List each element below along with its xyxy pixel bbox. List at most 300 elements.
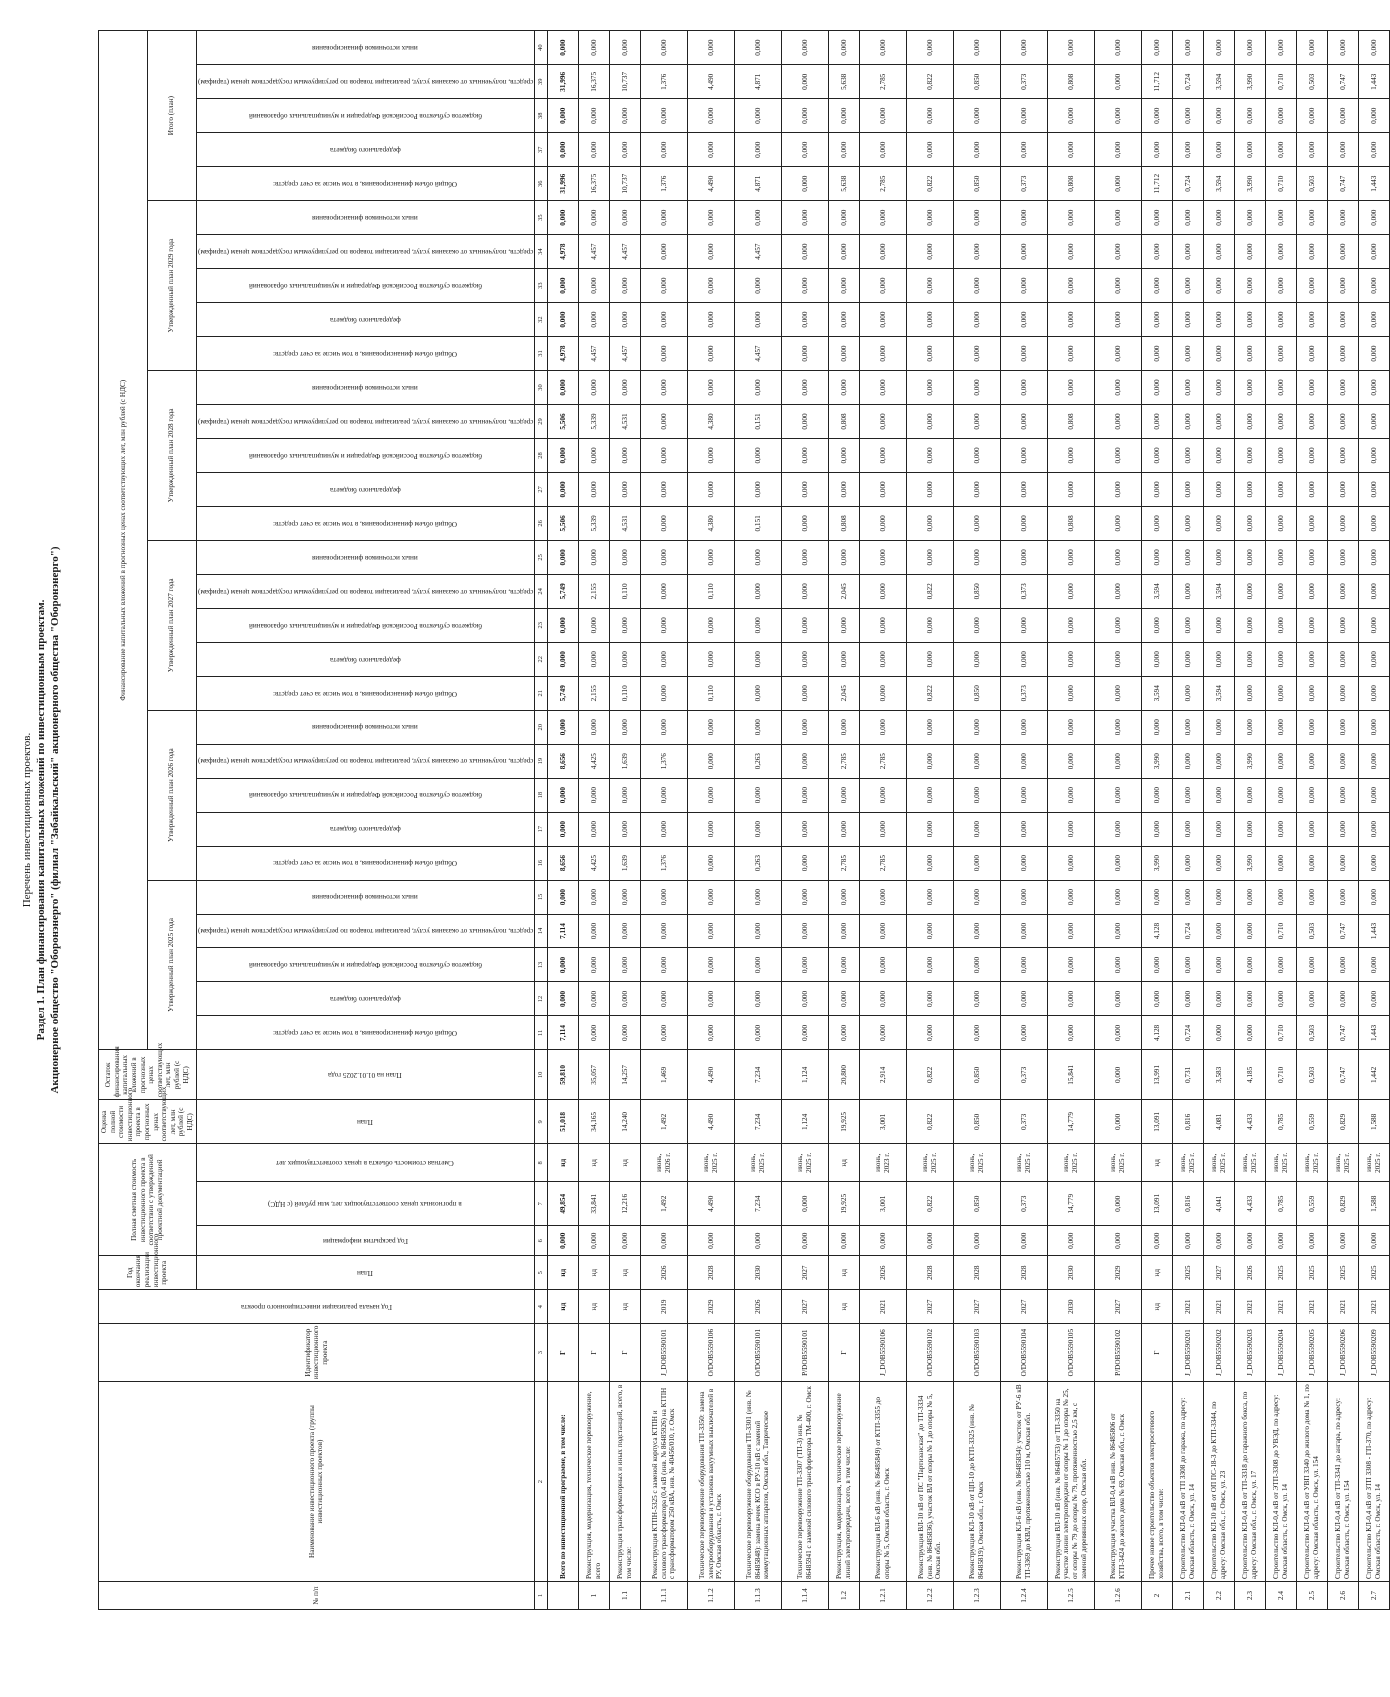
financing-value: 0,000 <box>640 235 687 269</box>
financing-value: 0,000 <box>781 710 828 744</box>
cost-date: июнь, 2025 г. <box>781 1144 828 1182</box>
col-index-number: 13 <box>534 948 547 982</box>
col-header-source-text: иных источников финансирования <box>312 723 419 732</box>
financing-value: 0,000 <box>734 608 781 642</box>
financing-value: 0,000 <box>906 846 953 880</box>
financing-value: 0,000 <box>640 574 687 608</box>
financing-value: 0,000 <box>609 472 640 506</box>
financing-value: 0,000 <box>781 948 828 982</box>
financing-value: 0,000 <box>1000 472 1047 506</box>
financing-value: 0,000 <box>859 472 906 506</box>
col-header-source-text: бюджетов субъектов Российской Федерации и муниципальных образований <box>248 961 482 970</box>
col-index-number: 28 <box>534 438 547 472</box>
eval-value: 34,165 <box>578 1100 609 1144</box>
financing-value: 0,000 <box>781 914 828 948</box>
col-index-number: 31 <box>534 337 547 371</box>
financing-value: 0,000 <box>640 371 687 405</box>
financing-value: 0,000 <box>1047 269 1094 303</box>
rest-value: 0,822 <box>906 1050 953 1100</box>
financing-value: 0,000 <box>953 778 1000 812</box>
row-number: 2 <box>1141 1582 1172 1610</box>
col-index-number: 2 <box>534 1382 547 1582</box>
financing-value: 0,000 <box>906 269 953 303</box>
financing-value: 0,000 <box>1296 676 1327 710</box>
year-end: 2028 <box>953 1256 1000 1290</box>
financing-value: 0,000 <box>781 574 828 608</box>
financing-value: 0,000 <box>1172 438 1203 472</box>
col-index-number: 37 <box>534 133 547 167</box>
project-name: Строительство КЛ-0,4 кВ от ТП 3308 до гаража, по адресу: Омская область, г. Омск, ул. 14 <box>1172 1382 1203 1582</box>
project-name: Техническое перевооружение ТП-3307 (ТП-3) инв. № 86485941 с заменой силового трансформатора ТМ-400, г. Омск <box>781 1382 828 1582</box>
row-number: 2.1 <box>1172 1582 1203 1610</box>
col-header-source <box>196 438 534 472</box>
financing-value: 0,000 <box>1094 948 1141 982</box>
col-index-number: 38 <box>534 99 547 133</box>
financing-value: 0,000 <box>1265 201 1296 235</box>
col-header-source-text: бюджетов субъектов Российской Федерации и муниципальных образований <box>248 621 482 630</box>
col-header-source <box>196 778 534 812</box>
financing-value: 0,000 <box>1234 269 1265 303</box>
col-header-source <box>196 676 534 710</box>
col-header-financing: Финансирование капитальных вложений в прогнозных ценах соответствующих лет, млн рублей (с НДС) <box>99 31 148 1050</box>
financing-value: 0,000 <box>578 710 609 744</box>
financing-value: 0,000 <box>859 371 906 405</box>
financing-value: 0,000 <box>734 133 781 167</box>
col-header-source-text: Общий объем финансирования, в том числе за счет средств: <box>273 859 458 868</box>
financing-value: 0,000 <box>1358 201 1389 235</box>
year-start: 2019 <box>640 1290 687 1324</box>
rest-value: 2,914 <box>859 1050 906 1100</box>
financing-value: 0,000 <box>1327 812 1358 846</box>
financing-value: 0,000 <box>1296 472 1327 506</box>
financing-value: 0,000 <box>734 710 781 744</box>
financing-value: 1,443 <box>1358 1016 1389 1050</box>
col-header-source-text: средств, полученных от оказания услуг, реализации товаров по регулируемым государством ценам (тарифам) <box>197 587 533 596</box>
financing-value: 0,000 <box>1203 846 1234 880</box>
financing-value: 0,000 <box>1047 880 1094 914</box>
financing-value: 0,000 <box>1047 676 1094 710</box>
cost-value: 4,433 <box>1234 1182 1265 1226</box>
project-name: Реконструкция, модернизация, техническое перевооружение, всего <box>578 1382 609 1582</box>
col-header-source-text: бюджетов субъектов Российской Федерации и муниципальных образований <box>248 281 482 290</box>
financing-value: 4,457 <box>578 235 609 269</box>
row-number: 1.1.3 <box>734 1582 781 1610</box>
col-index-number: 23 <box>534 608 547 642</box>
financing-value: 1,376 <box>640 65 687 99</box>
year-end: 2027 <box>781 1256 828 1290</box>
financing-value: 0,000 <box>609 710 640 744</box>
financing-value: 0,000 <box>1265 676 1296 710</box>
year-end: 2026 <box>859 1256 906 1290</box>
project-id: J_DOB5590206 <box>1327 1324 1358 1382</box>
col-header-rest: Остаток финансирования капитальных вложений в прогнозных ценах соответствующих лет, млн рублей (с НДС) <box>99 1050 197 1100</box>
financing-value: 0,000 <box>1327 710 1358 744</box>
cost-date: июнь, 2025 г. <box>906 1144 953 1182</box>
financing-value: 0,000 <box>906 744 953 778</box>
financing-value: 4,490 <box>687 167 734 201</box>
financing-value: 0,000 <box>906 540 953 574</box>
table-row <box>1358 31 1389 1610</box>
financing-value: 0,822 <box>906 167 953 201</box>
financing-value: 0,000 <box>953 31 1000 65</box>
financing-value: 0,000 <box>1047 846 1094 880</box>
financing-value: 0,000 <box>1265 744 1296 778</box>
financing-value: 0,000 <box>1265 269 1296 303</box>
financing-value: 0,000 <box>640 303 687 337</box>
table-row <box>1327 31 1358 1610</box>
financing-value: 0,000 <box>1234 574 1265 608</box>
cost-year: 0,000 <box>1358 1226 1389 1256</box>
financing-value: 0,000 <box>828 914 859 948</box>
financing-value: 0,000 <box>687 201 734 235</box>
financing-value: 0,000 <box>1141 235 1172 269</box>
financing-value: 0,000 <box>859 235 906 269</box>
financing-value: 0,850 <box>953 676 1000 710</box>
financing-value: 0,000 <box>859 778 906 812</box>
financing-value: 0,000 <box>781 778 828 812</box>
year-end: 2028 <box>1000 1256 1047 1290</box>
project-name: Реконструкция трансформаторных и иных подстанций, всего, в том числе: <box>609 1382 640 1582</box>
financing-value: 0,000 <box>1094 982 1141 1016</box>
financing-value: 0,000 <box>1265 472 1296 506</box>
rest-value: 7,234 <box>734 1050 781 1100</box>
financing-value: 0,000 <box>640 405 687 439</box>
financing-value: 0,000 <box>1358 31 1389 65</box>
financing-value: 0,000 <box>1327 337 1358 371</box>
project-id: Г <box>578 1324 609 1382</box>
row-number: 1.2 <box>828 1582 859 1610</box>
financing-value: 0,000 <box>1358 133 1389 167</box>
eval-value: 0,829 <box>1327 1100 1358 1144</box>
col-index-number: 25 <box>534 540 547 574</box>
col-index-number: 10 <box>534 1050 547 1100</box>
col-header-source <box>196 65 534 99</box>
financing-value: 0,000 <box>640 982 687 1016</box>
financing-value: 0,000 <box>906 31 953 65</box>
financing-value: 0,000 <box>828 778 859 812</box>
rest-value: 0,850 <box>953 1050 1000 1100</box>
cost-year: 0,000 <box>609 1226 640 1256</box>
financing-value: 4,457 <box>734 337 781 371</box>
financing-value: 0,000 <box>1327 982 1358 1016</box>
financing-value: 0,000 <box>547 540 578 574</box>
col-header-cost-sub <box>196 1226 534 1256</box>
financing-value: 0,808 <box>828 506 859 540</box>
col-header-source <box>196 405 534 439</box>
financing-value: 0,000 <box>640 642 687 676</box>
financing-value: 0,000 <box>1141 269 1172 303</box>
financing-value: 0,000 <box>1141 812 1172 846</box>
project-id: J_DOB5590205 <box>1296 1324 1327 1382</box>
financing-value: 0,000 <box>1047 438 1094 472</box>
financing-value: 0,151 <box>734 405 781 439</box>
financing-value: 0,000 <box>734 540 781 574</box>
financing-value: 0,000 <box>1047 1016 1094 1050</box>
financing-value: 0,000 <box>1234 540 1265 574</box>
document-titles <box>20 30 90 1610</box>
col-header-source-text: иных источников финансирования <box>312 893 419 902</box>
cost-year: 0,000 <box>1172 1226 1203 1256</box>
col-index-number: 5 <box>534 1256 547 1290</box>
eval-value: 1,124 <box>781 1100 828 1144</box>
financing-value: 0,000 <box>1296 710 1327 744</box>
year-start: 2027 <box>1000 1290 1047 1324</box>
financing-value: 0,808 <box>1047 65 1094 99</box>
financing-value: 0,000 <box>828 948 859 982</box>
project-id: J_DOB5590202 <box>1203 1324 1234 1382</box>
financing-value: 0,000 <box>859 31 906 65</box>
row-number: 1.2.6 <box>1094 1582 1141 1610</box>
financing-value: 0,000 <box>906 472 953 506</box>
financing-value: 3,990 <box>1234 167 1265 201</box>
financing-value: 0,000 <box>687 31 734 65</box>
financing-value: 2,785 <box>859 65 906 99</box>
eval-value: 7,234 <box>734 1100 781 1144</box>
financing-value: 0,000 <box>1203 608 1234 642</box>
financing-value: 0,000 <box>578 303 609 337</box>
financing-value: 0,000 <box>1296 31 1327 65</box>
col-header-year-group: Утвержденный план 2028 года <box>147 371 196 541</box>
financing-value: 0,000 <box>1234 133 1265 167</box>
cost-date: июнь, 2025 г. <box>1327 1144 1358 1182</box>
col-header-year-start <box>99 1290 535 1324</box>
financing-value: 0,000 <box>578 472 609 506</box>
financing-value: 0,000 <box>1203 812 1234 846</box>
financing-value: 0,000 <box>1047 31 1094 65</box>
financing-value: 0,000 <box>1358 235 1389 269</box>
col-header-id: Идентификатор инвестиционного проекта <box>99 1324 535 1382</box>
financing-value: 3,594 <box>1141 574 1172 608</box>
financing-value: 0,000 <box>640 31 687 65</box>
financing-value: 0,000 <box>1172 405 1203 439</box>
financing-value: 0,000 <box>859 540 906 574</box>
financing-value: 0,000 <box>1358 540 1389 574</box>
year-start: нд <box>547 1290 578 1324</box>
financing-value: 0,000 <box>828 608 859 642</box>
financing-value: 0,000 <box>687 744 734 778</box>
financing-value: 0,000 <box>859 201 906 235</box>
financing-value: 0,000 <box>1094 99 1141 133</box>
project-id: J_DOB5590209 <box>1358 1324 1389 1382</box>
col-index-number: 33 <box>534 269 547 303</box>
col-header-cost-sub-text: Год раскрытия информации <box>322 1237 408 1246</box>
col-header-cost-sub <box>196 1144 534 1182</box>
project-name: Реконструкция участка ВЛ-0,4 кВ инв. № 86485806 от КТП-3424 до жилого дома № 69, Омская обл., г. Омск <box>1094 1382 1141 1582</box>
financing-value: 0,000 <box>687 982 734 1016</box>
financing-value: 0,000 <box>1094 914 1141 948</box>
financing-value: 3,594 <box>1203 65 1234 99</box>
financing-value: 0,373 <box>1000 676 1047 710</box>
financing-value: 0,000 <box>859 133 906 167</box>
financing-value: 0,000 <box>578 880 609 914</box>
financing-value: 0,747 <box>1327 914 1358 948</box>
financing-value: 0,000 <box>609 99 640 133</box>
financing-value: 0,000 <box>1265 812 1296 846</box>
financing-value: 0,000 <box>609 371 640 405</box>
financing-value: 0,000 <box>781 65 828 99</box>
eval-value: 14,779 <box>1047 1100 1094 1144</box>
project-id: Г <box>828 1324 859 1382</box>
col-index-number: 3 <box>534 1324 547 1382</box>
cost-date: июнь, 2025 г. <box>1296 1144 1327 1182</box>
financing-value: 0,000 <box>828 438 859 472</box>
cost-date: нд <box>1141 1144 1172 1182</box>
financing-value: 0,000 <box>828 642 859 676</box>
document-sheet <box>20 30 1382 1610</box>
project-name: Прочее новое строительство объектов электросетевого хозяйства, всего, в том числе: <box>1141 1382 1172 1582</box>
financing-value: 0,000 <box>1327 371 1358 405</box>
financing-value: 0,000 <box>1094 608 1141 642</box>
financing-value: 0,000 <box>906 337 953 371</box>
project-name: Реконструкция КЛ-10 кВ от ЦП-10 до КТП-3325 (инв. № 86485819), Омская обл., г. Омск <box>953 1382 1000 1582</box>
financing-value: 0,000 <box>1000 948 1047 982</box>
financing-value: 0,000 <box>1327 880 1358 914</box>
col-index-number: 7 <box>534 1182 547 1226</box>
financing-value: 0,000 <box>1296 574 1327 608</box>
eval-value: 0,785 <box>1265 1100 1296 1144</box>
financing-value: 0,000 <box>1358 778 1389 812</box>
financing-value: 0,000 <box>1234 31 1265 65</box>
cost-value: 33,841 <box>578 1182 609 1226</box>
eval-value: 13,091 <box>1141 1100 1172 1144</box>
financing-value: 0,000 <box>906 982 953 1016</box>
project-id: J_DOB5590203 <box>1234 1324 1265 1382</box>
financing-value: 0,000 <box>1358 303 1389 337</box>
year-end: 2030 <box>1047 1256 1094 1290</box>
financing-value: 0,000 <box>828 710 859 744</box>
cost-date: июнь, 2025 г. <box>1047 1144 1094 1182</box>
financing-value: 0,000 <box>781 744 828 778</box>
col-header-source-text: бюджетов субъектов Российской Федерации и муниципальных образований <box>248 791 482 800</box>
financing-value: 0,000 <box>1047 337 1094 371</box>
financing-value: 0,000 <box>1265 405 1296 439</box>
financing-value: 0,000 <box>609 133 640 167</box>
financing-value: 0,000 <box>1234 472 1265 506</box>
financing-value: 0,000 <box>859 676 906 710</box>
financing-value: 0,000 <box>609 812 640 846</box>
year-start: 2021 <box>859 1290 906 1324</box>
financing-value: 0,000 <box>1172 303 1203 337</box>
financing-value: 0,000 <box>1094 540 1141 574</box>
col-index-number: 22 <box>534 642 547 676</box>
financing-value: 0,000 <box>734 269 781 303</box>
financing-value: 0,000 <box>609 914 640 948</box>
financing-value: 0,000 <box>734 99 781 133</box>
col-header-source-text: средств, полученных от оказания услуг, реализации товаров по регулируемым государством ценам (тарифам) <box>197 757 533 766</box>
financing-value: 1,376 <box>640 744 687 778</box>
project-name: Всего по инвестиционной программе, в том числе: <box>547 1382 578 1582</box>
financing-value: 0,000 <box>640 880 687 914</box>
project-name: Реконструкция ВЛ-10 кВ (инв. № 86485753) от ТП-3350 на участке линии электропередачи от опоры № 1 до опоры № 25, от опоры № 79 до опоры № 79, протяженностью 2,5 км, с заменой деревянных опор, Омская обл. <box>1047 1382 1094 1582</box>
financing-value: 0,000 <box>1203 371 1234 405</box>
financing-value: 0,000 <box>1265 540 1296 574</box>
year-start: 2021 <box>1327 1290 1358 1324</box>
financing-value: 0,000 <box>609 31 640 65</box>
financing-value: 4,128 <box>1141 914 1172 948</box>
financing-value: 4,425 <box>578 846 609 880</box>
financing-value: 0,000 <box>1000 812 1047 846</box>
year-end: 2026 <box>640 1256 687 1290</box>
col-header-year-group: Утвержденный план 2029 года <box>147 201 196 371</box>
col-header-source <box>196 269 534 303</box>
financing-value: 0,000 <box>953 133 1000 167</box>
col-header-source-text: Общий объем финансирования, в том числе за счет средств: <box>273 1029 458 1038</box>
year-start: 2021 <box>1172 1290 1203 1324</box>
year-end: нд <box>1141 1256 1172 1290</box>
financing-value: 0,000 <box>1327 235 1358 269</box>
rest-value: 4,490 <box>687 1050 734 1100</box>
col-header-rest-sub-text: План на 01.01.2025 года <box>328 1071 403 1080</box>
cost-value: 0,850 <box>953 1182 1000 1226</box>
financing-value: 8,656 <box>547 744 578 778</box>
col-header-source <box>196 948 534 982</box>
col-header-rest-sub <box>196 1050 534 1100</box>
financing-value: 0,000 <box>547 31 578 65</box>
financing-value: 0,000 <box>1296 982 1327 1016</box>
year-end: нд <box>547 1256 578 1290</box>
financing-value: 0,000 <box>1047 744 1094 778</box>
financing-value: 16,375 <box>578 167 609 201</box>
financing-value: 0,000 <box>1327 438 1358 472</box>
financing-value: 0,000 <box>687 269 734 303</box>
financing-value: 0,000 <box>1047 99 1094 133</box>
financing-value: 0,000 <box>828 133 859 167</box>
financing-value: 0,000 <box>547 99 578 133</box>
col-header-source <box>196 744 534 778</box>
financing-value: 0,000 <box>781 31 828 65</box>
financing-value: 0,000 <box>953 337 1000 371</box>
financing-value: 0,000 <box>828 235 859 269</box>
title-line-2: Раздел 1. План финансирования капитальных вложений по инвестиционным проектам. <box>35 599 47 1041</box>
financing-value: 1,376 <box>640 167 687 201</box>
financing-value: 5,749 <box>547 676 578 710</box>
project-id: J_DOB5590204 <box>1265 1324 1296 1382</box>
row-number: 1.2.5 <box>1047 1582 1094 1610</box>
financing-value: 31,996 <box>547 167 578 201</box>
financing-value: 0,000 <box>1141 201 1172 235</box>
financing-value: 0,000 <box>734 303 781 337</box>
financing-value: 0,000 <box>687 133 734 167</box>
financing-value: 0,000 <box>1265 31 1296 65</box>
financing-value: 0,000 <box>1296 269 1327 303</box>
financing-value: 0,000 <box>1203 99 1234 133</box>
financing-value: 0,000 <box>687 778 734 812</box>
financing-value: 0,000 <box>1000 846 1047 880</box>
financing-value: 5,339 <box>578 405 609 439</box>
financing-value: 0,151 <box>734 506 781 540</box>
financing-value: 4,128 <box>1141 1016 1172 1050</box>
financing-value: 0,000 <box>1203 710 1234 744</box>
financing-value: 0,000 <box>1265 574 1296 608</box>
table-row <box>1172 31 1203 1610</box>
financing-value: 0,000 <box>547 608 578 642</box>
financing-value: 0,000 <box>1047 201 1094 235</box>
financing-value: 0,000 <box>859 642 906 676</box>
financing-value: 0,000 <box>1265 642 1296 676</box>
financing-value: 0,000 <box>953 948 1000 982</box>
financing-value: 0,110 <box>687 676 734 710</box>
financing-value: 0,000 <box>859 269 906 303</box>
financing-value: 1,443 <box>1358 167 1389 201</box>
financing-value: 0,710 <box>1265 65 1296 99</box>
year-end: 2025 <box>1265 1256 1296 1290</box>
col-header-cost-sub-text: Сметная стоимость объекта в ценах соответствующих лет <box>276 1159 455 1168</box>
col-header-source-text: иных источников финансирования <box>312 213 419 222</box>
financing-value: 0,000 <box>1327 506 1358 540</box>
financing-value: 0,000 <box>953 540 1000 574</box>
financing-value: 0,000 <box>1296 405 1327 439</box>
financing-value: 0,000 <box>1358 472 1389 506</box>
